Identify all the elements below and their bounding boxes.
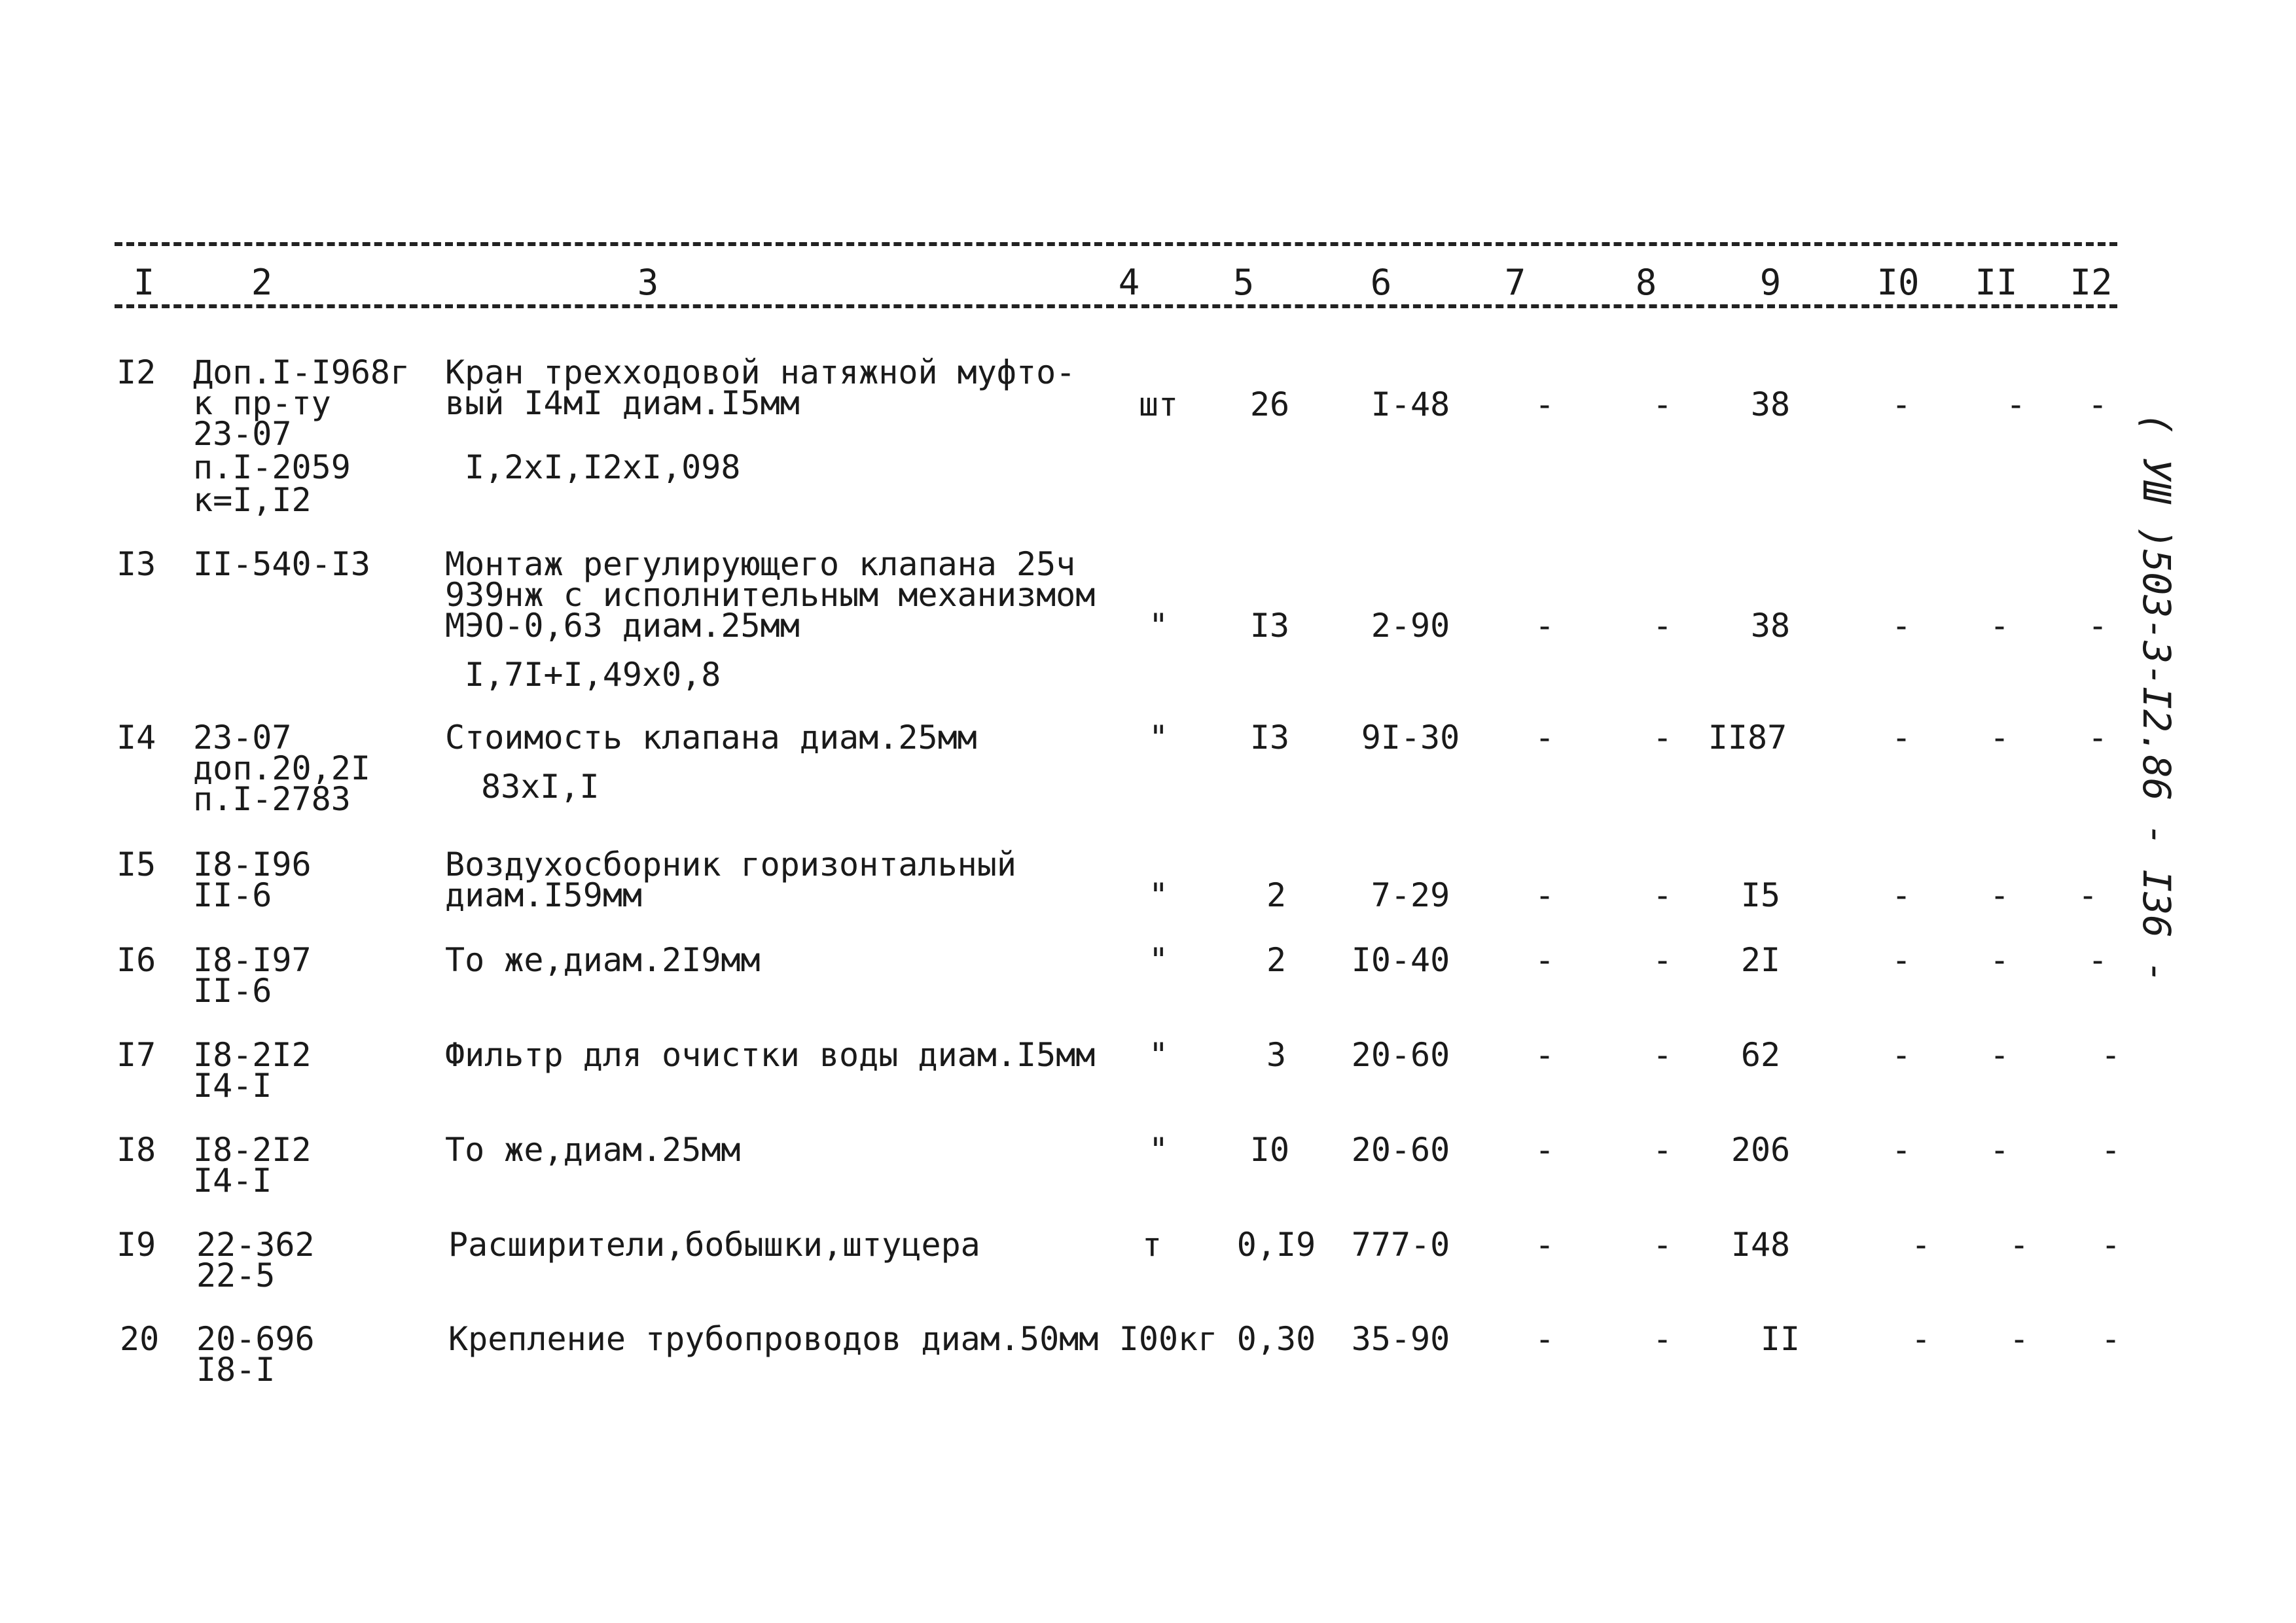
row-code-line: 20-696	[196, 1320, 315, 1358]
row-qty: I0	[1249, 1131, 1290, 1169]
row-code-line: II-6	[193, 876, 272, 914]
row-qty: I3	[1249, 719, 1290, 757]
row-name-line: Стоимость клапана диам.25мм	[445, 719, 977, 757]
row-number: I3	[117, 545, 156, 583]
row-col12: -	[2077, 876, 2098, 914]
row-col7: -	[1534, 1226, 1555, 1264]
row-col12: -	[2087, 385, 2108, 423]
col-header-11: II	[1975, 262, 2018, 303]
row-qty: 0,I9	[1236, 1226, 1316, 1264]
row-col10: -	[1891, 385, 1912, 423]
row-number: I5	[117, 846, 156, 883]
row-code-line: II-540-I3	[193, 545, 370, 583]
row-code-line: 23-07	[193, 415, 292, 453]
row-name-line: вый I4мI диам.I5мм	[445, 384, 800, 422]
row-col12: -	[2100, 1036, 2121, 1074]
row-calc: 83xI,I	[481, 768, 600, 806]
row-unit: "	[1148, 941, 1169, 979]
row-col10: -	[1891, 719, 1912, 757]
row-code-line: I8-I97	[193, 941, 312, 979]
row-unit: I00кг	[1119, 1320, 1218, 1358]
row-code-line: к=I,I2	[193, 481, 312, 519]
row-code-line: I8-I96	[193, 846, 312, 883]
row-code-line: II-6	[193, 972, 272, 1010]
row-number: I9	[117, 1226, 156, 1264]
col-header-8: 8	[1635, 262, 1657, 303]
row-code-line: доп.20,2I	[193, 749, 370, 787]
row-name-line: МЭО-0,63 диам.25мм	[445, 607, 800, 645]
row-col12: -	[2087, 719, 2108, 757]
row-price: I-48	[1371, 385, 1450, 423]
row-col11: -	[1989, 876, 2010, 914]
row-unit: "	[1148, 719, 1169, 757]
row-col11: -	[2005, 385, 2026, 423]
row-col7: -	[1534, 1131, 1555, 1169]
row-col11: -	[1989, 607, 2010, 645]
row-name-line: Монтаж регулирующего клапана 25ч	[445, 545, 1076, 583]
row-col9: II	[1760, 1320, 1801, 1358]
row-col8: -	[1652, 607, 1673, 645]
row-unit: "	[1148, 1036, 1169, 1074]
row-code-line: I8-2I2	[193, 1036, 312, 1074]
row-col8: -	[1652, 876, 1673, 914]
row-col7: -	[1534, 941, 1555, 979]
row-qty: I3	[1249, 607, 1290, 645]
row-col7: -	[1534, 1036, 1555, 1074]
row-col9: 38	[1750, 607, 1791, 645]
row-col9: 206	[1731, 1131, 1791, 1169]
row-col7: -	[1534, 876, 1555, 914]
row-col8: -	[1652, 1226, 1673, 1264]
col-header-12: I2	[2070, 262, 2113, 303]
row-col11: -	[2009, 1320, 2030, 1358]
col-header-3: 3	[637, 262, 659, 303]
row-name-line: Фильтр для очистки воды диам.I5мм	[445, 1036, 1096, 1074]
row-name-line: То же,диам.25мм	[445, 1131, 741, 1169]
row-col10: -	[1910, 1226, 1931, 1264]
row-col11: -	[1989, 941, 2010, 979]
row-code-line: п.I-2059	[193, 448, 351, 486]
row-price: 2-90	[1371, 607, 1450, 645]
row-col7: -	[1534, 719, 1555, 757]
row-qty: 3	[1266, 1036, 1287, 1074]
row-col12: -	[2100, 1320, 2121, 1358]
row-col8: -	[1652, 385, 1673, 423]
col-header-6: 6	[1370, 262, 1392, 303]
row-col8: -	[1652, 1036, 1673, 1074]
row-name-line: 939нж с исполнительным механизмом	[445, 576, 1096, 614]
row-col12: -	[2087, 607, 2108, 645]
row-code-line: 22-5	[196, 1257, 276, 1294]
row-number: 20	[120, 1320, 160, 1358]
row-calc: I,2xI,I2xI,098	[465, 448, 741, 486]
row-name-line: Расширители,бобышки,штуцера	[448, 1226, 980, 1264]
col-header-5: 5	[1232, 262, 1255, 303]
row-col9: II87	[1708, 719, 1787, 757]
row-col8: -	[1652, 1131, 1673, 1169]
col-header-4: 4	[1118, 262, 1140, 303]
row-number: I6	[117, 941, 156, 979]
row-col12: -	[2100, 1131, 2121, 1169]
row-price: I0-40	[1351, 941, 1450, 979]
row-unit: т	[1141, 1226, 1162, 1264]
row-code-line: к пр-ту	[193, 384, 331, 422]
header-top-rule	[115, 242, 2117, 246]
row-col7: -	[1534, 385, 1555, 423]
row-qty: 26	[1249, 385, 1290, 423]
row-col9: I48	[1731, 1226, 1791, 1264]
row-col7: -	[1534, 1320, 1555, 1358]
row-col9: 62	[1740, 1036, 1781, 1074]
row-col10: -	[1891, 941, 1912, 979]
row-code-line: I4-I	[193, 1067, 272, 1105]
row-col8: -	[1652, 1320, 1673, 1358]
row-calc: I,7I+I,49x0,8	[465, 656, 721, 694]
row-number: I4	[117, 719, 156, 757]
row-qty: 2	[1266, 941, 1287, 979]
row-col11: -	[2009, 1226, 2030, 1264]
row-number: I7	[117, 1036, 156, 1074]
row-number: I8	[117, 1131, 156, 1169]
col-header-1: I	[133, 262, 155, 303]
col-header-10: I0	[1876, 262, 1920, 303]
row-price: 9I-30	[1361, 719, 1460, 757]
row-code-line: п.I-2783	[193, 780, 351, 818]
row-qty: 0,30	[1236, 1320, 1316, 1358]
row-unit: шт	[1138, 385, 1179, 423]
row-price: 7-29	[1371, 876, 1450, 914]
row-col10: -	[1891, 607, 1912, 645]
row-code-line: Доп.I-I968г	[193, 353, 410, 391]
row-unit: "	[1148, 1131, 1169, 1169]
row-code-line: 22-362	[196, 1226, 315, 1264]
row-col8: -	[1652, 719, 1673, 757]
row-name-line: Воздухосборник горизонтальный	[445, 846, 1016, 883]
col-header-7: 7	[1504, 262, 1526, 303]
row-col11: -	[1989, 719, 2010, 757]
row-col10: -	[1910, 1320, 1931, 1358]
row-name-line: диам.I59мм	[445, 876, 643, 914]
row-col11: -	[1989, 1036, 2010, 1074]
row-number: I2	[117, 353, 156, 391]
row-unit: "	[1148, 876, 1169, 914]
row-unit: "	[1148, 607, 1169, 645]
row-col8: -	[1652, 941, 1673, 979]
row-col12: -	[2087, 941, 2108, 979]
row-col10: -	[1891, 876, 1912, 914]
row-qty: 2	[1266, 876, 1287, 914]
col-header-2: 2	[251, 262, 273, 303]
row-name-line: То же,диам.2I9мм	[445, 941, 761, 979]
header-bottom-rule	[115, 304, 2117, 308]
row-code-line: I8-I	[196, 1351, 276, 1389]
row-code-line: 23-07	[193, 719, 292, 757]
row-name-line: Крепление трубопроводов диам.50мм	[448, 1320, 1099, 1358]
row-col10: -	[1891, 1036, 1912, 1074]
row-col9: 2I	[1740, 941, 1781, 979]
row-price: 20-60	[1351, 1131, 1450, 1169]
side-document-code: ( УШ )503-3-I2.86 - I36 -	[2134, 412, 2179, 984]
row-name-line: Кран трехходовой натяжной муфто-	[445, 353, 1076, 391]
row-col9: I5	[1740, 876, 1781, 914]
row-col7: -	[1534, 607, 1555, 645]
row-price: 20-60	[1351, 1036, 1450, 1074]
row-col9: 38	[1750, 385, 1791, 423]
row-col11: -	[1989, 1131, 2010, 1169]
row-code-line: I8-2I2	[193, 1131, 312, 1169]
row-price: 35-90	[1351, 1320, 1450, 1358]
row-code-line: I4-I	[193, 1162, 272, 1200]
col-header-9: 9	[1759, 262, 1782, 303]
row-col10: -	[1891, 1131, 1912, 1169]
row-col12: -	[2100, 1226, 2121, 1264]
row-price: 777-0	[1351, 1226, 1450, 1264]
